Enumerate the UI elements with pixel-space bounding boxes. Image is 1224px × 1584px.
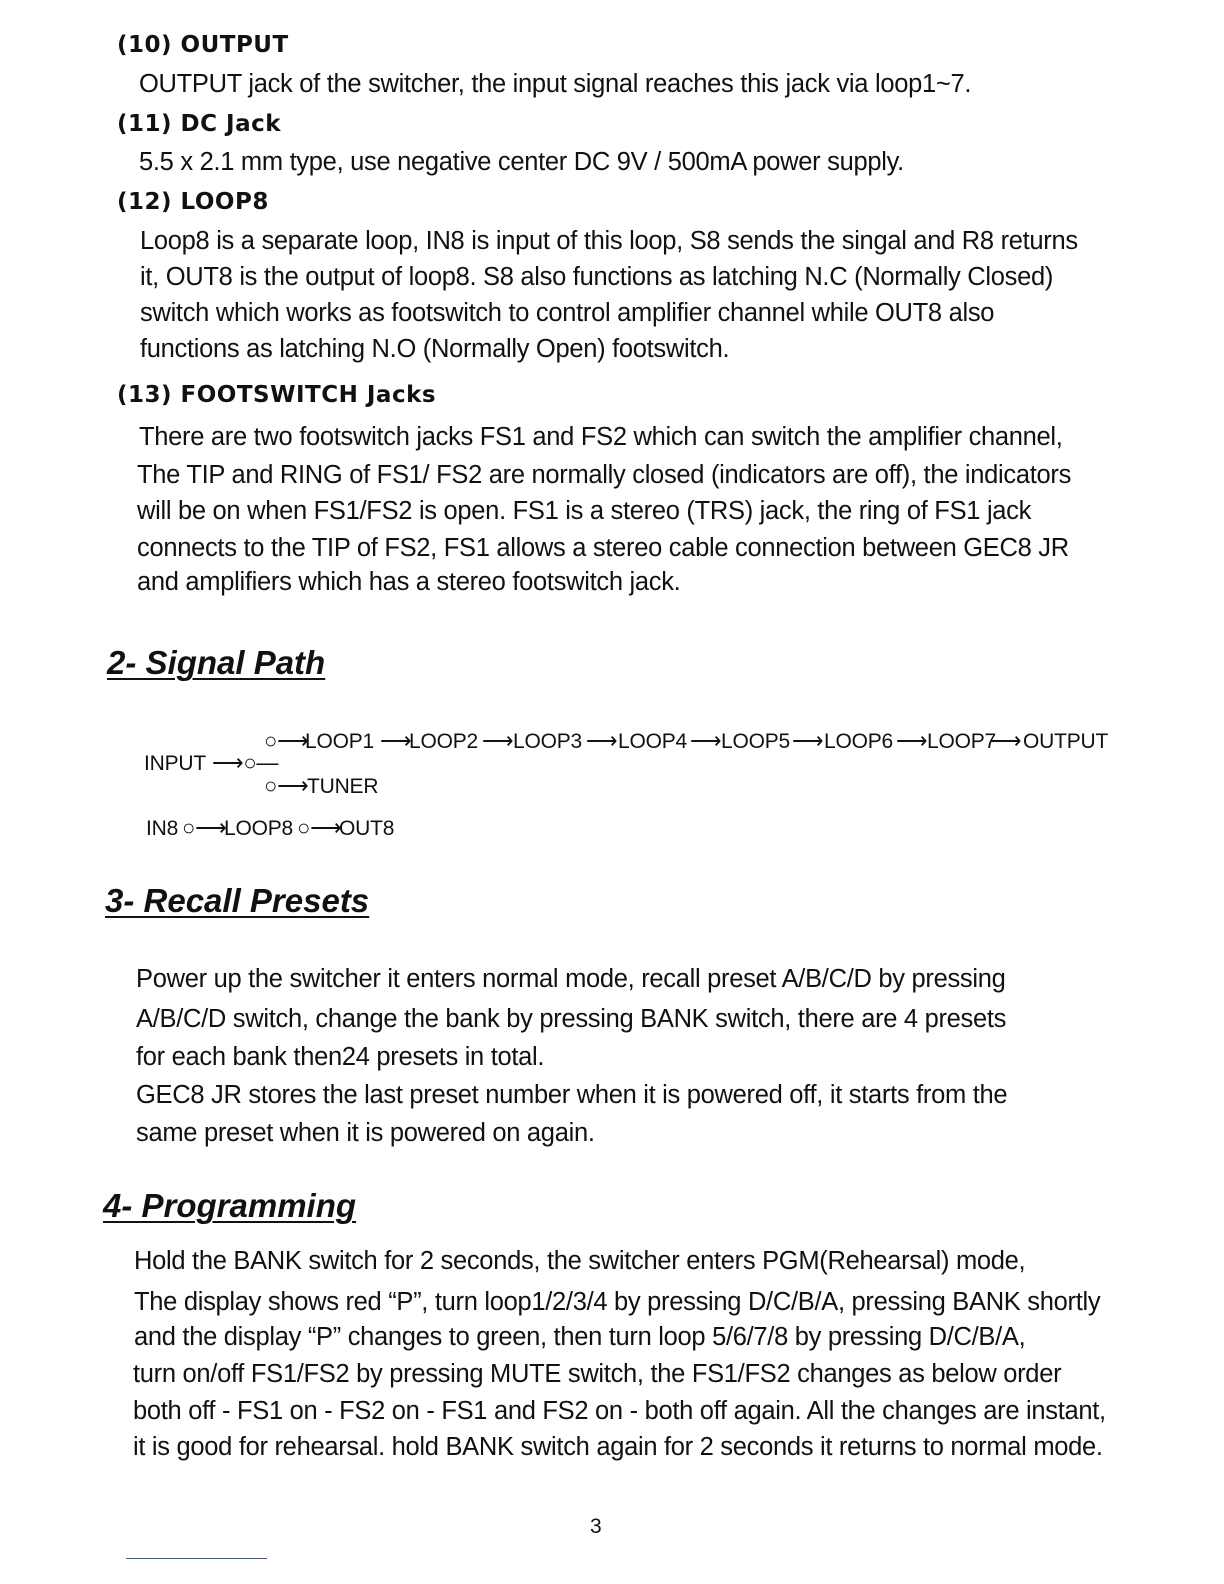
- programming-line: and the display “P” changes to green, then turn loop 5/6/7/8 by pressing D/C/B/A,: [134, 1323, 1026, 1351]
- section-13-line: connects to the TIP of FS2, FS1 allows a stereo cable connection between GEC8 JR: [137, 534, 1069, 562]
- recall-presets-heading: 3- Recall Presets: [105, 882, 370, 919]
- programming-line: turn on/off FS1/FS2 by pressing MUTE switch, the FS1/FS2 changes as below order: [133, 1360, 1062, 1388]
- arrow-right-icon: ⟶: [896, 728, 928, 753]
- page-number: 3: [590, 1515, 602, 1538]
- arrow-right-icon: ⟶: [792, 728, 824, 753]
- jack-arrow-icon: ○⟶: [182, 815, 227, 840]
- programming-line: it is good for rehearsal. hold BANK switch again for 2 seconds it returns to normal mode.: [133, 1433, 1103, 1461]
- arrow-right-icon: ⟶: [380, 728, 412, 753]
- section-10-text: OUTPUT jack of the switcher, the input signal reaches this jack via loop1~7.: [139, 70, 972, 98]
- jack-arrow-icon: ○⟶: [264, 773, 309, 798]
- section-13-line: The TIP and RING of FS1/ FS2 are normally closed (indicators are off), the indicators: [137, 461, 1072, 489]
- section-10-title: (10) OUTPUT: [117, 32, 289, 58]
- programming-line: both off - FS1 on - FS2 on - FS1 and FS2 on - both off again. All the changes are instant,: [133, 1397, 1106, 1425]
- section-13-title: (13) FOOTSWITCH Jacks: [117, 382, 437, 408]
- chain-node: LOOP1: [305, 730, 375, 753]
- recall-line: GEC8 JR stores the last preset number when it is powered off, it starts from the: [136, 1081, 1008, 1109]
- chain-node: LOOP6: [824, 730, 894, 753]
- programming-line: Hold the BANK switch for 2 seconds, the switcher enters PGM(Rehearsal) mode,: [134, 1247, 1026, 1275]
- recall-line: A/B/C/D switch, change the bank by pressing BANK switch, there are 4 presets: [136, 1005, 1007, 1033]
- arrow-right-icon: ⟶: [482, 728, 514, 753]
- jack-arrow-icon: ○⟶: [297, 815, 342, 840]
- recall-line: Power up the switcher it enters normal mode, recall preset A/B/C/D by pressing: [136, 965, 1006, 993]
- arrow-right-icon: ⟶: [690, 728, 722, 753]
- programming-line: The display shows red “P”, turn loop1/2/3/4 by pressing D/C/B/A, pressing BANK shortly: [134, 1288, 1101, 1316]
- chain-node: OUTPUT: [1023, 730, 1109, 753]
- loop8-node: OUT8: [339, 817, 395, 840]
- section-12-title: (12) LOOP8: [117, 189, 269, 215]
- chain-node: LOOP3: [513, 730, 583, 753]
- arrow-right-icon: ⟶: [586, 728, 618, 753]
- chain-node: LOOP7: [927, 730, 997, 753]
- section-12-line: functions as latching N.O (Normally Open) footswitch.: [140, 335, 730, 363]
- section-13-line: and amplifiers which has a stereo footswitch jack.: [137, 568, 681, 596]
- input-arrow-icon: ⟶○—: [212, 750, 279, 775]
- recall-line: for each bank then24 presets in total.: [136, 1043, 545, 1071]
- tuner-node: TUNER: [307, 775, 379, 798]
- chain-node: LOOP5: [721, 730, 791, 753]
- programming-heading: 4- Programming: [103, 1187, 357, 1224]
- jack-arrow-icon: ○⟶: [264, 728, 309, 753]
- chain-node: LOOP2: [409, 730, 479, 753]
- loop8-node: LOOP8: [224, 817, 294, 840]
- footer-rule: [126, 1558, 267, 1559]
- section-11-text: 5.5 x 2.1 mm type, use negative center DC 9V / 500mA power supply.: [139, 148, 904, 176]
- section-12-line: switch which works as footswitch to control amplifier channel while OUT8 also: [140, 299, 995, 327]
- section-12-line: Loop8 is a separate loop, IN8 is input of this loop, S8 sends the singal and R8 returns: [140, 227, 1078, 255]
- chain-node: LOOP4: [618, 730, 688, 753]
- loop8-node: IN8: [146, 817, 179, 840]
- section-11-title: (11) DC Jack: [117, 111, 282, 137]
- input-node: INPUT: [144, 752, 207, 775]
- section-13-line: will be on when FS1/FS2 is open. FS1 is a stereo (TRS) jack, the ring of FS1 jack: [137, 497, 1032, 525]
- signal-path-heading: 2- Signal Path: [107, 644, 326, 681]
- recall-line: same preset when it is powered on again.: [136, 1119, 595, 1147]
- section-12-line: it, OUT8 is the output of loop8. S8 also functions as latching N.C (Normally Closed): [140, 263, 1054, 291]
- arrow-right-icon: ⟶: [990, 728, 1022, 753]
- section-13-line: There are two footswitch jacks FS1 and FS2 which can switch the amplifier channel,: [139, 423, 1063, 451]
